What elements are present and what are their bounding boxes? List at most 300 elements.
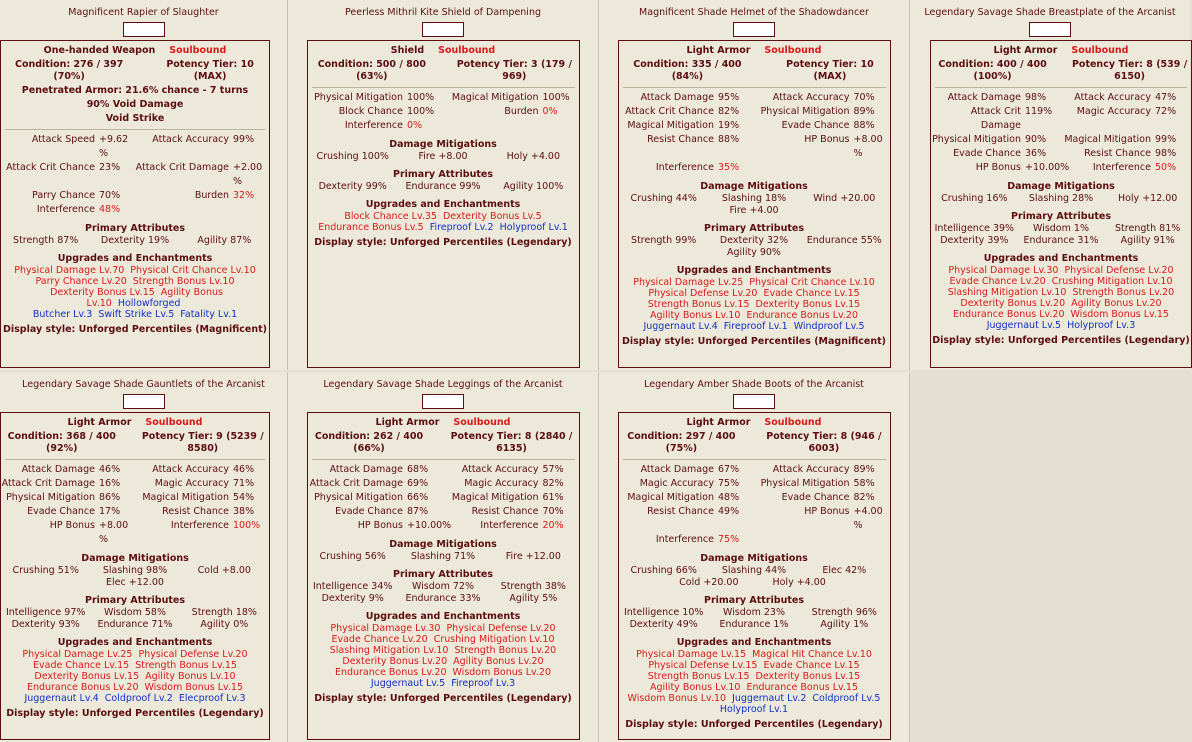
display-style: Display style: Unforged Percentiles (Magnificent) bbox=[621, 336, 886, 347]
stat-value: 82% bbox=[542, 478, 564, 489]
item-card bbox=[0, 40, 270, 368]
upgrade-line bbox=[931, 265, 1191, 276]
potency-text: Potency Tier: 10 (MAX) bbox=[786, 59, 874, 82]
stat-entry bbox=[1061, 91, 1191, 105]
attribute-value: 1% bbox=[773, 619, 789, 630]
upgrade-line bbox=[308, 656, 579, 667]
upgrades-list bbox=[308, 211, 579, 233]
attribute-value: 23% bbox=[763, 607, 786, 618]
upgrade-entry: Magical Hit Chance Lv.10 bbox=[752, 649, 872, 660]
upgrade-entry: Dexterity Bonus Lv.15 bbox=[755, 299, 861, 310]
item-name-input[interactable] bbox=[422, 22, 464, 37]
upgrade-line bbox=[308, 222, 579, 233]
item-cell bbox=[288, 0, 599, 370]
stat-value: 86% bbox=[99, 492, 121, 503]
item-type: Light Armor bbox=[375, 417, 440, 428]
mitigation-name: Cold bbox=[679, 577, 701, 588]
stat-entry bbox=[135, 463, 269, 477]
upgrade-entry: Holyproof Lv.1 bbox=[499, 222, 568, 233]
stat-name: Attack Speed bbox=[31, 134, 95, 145]
stat-value: +8.00 % bbox=[99, 520, 129, 545]
upgrades-list bbox=[619, 649, 890, 715]
mitigation-entry bbox=[1104, 193, 1191, 205]
attribute-name: Endurance bbox=[97, 619, 149, 630]
stat-entry bbox=[1, 491, 135, 505]
upgrade-line bbox=[619, 299, 890, 310]
attributes-grid bbox=[308, 181, 579, 193]
upgrade-entry: Endurance Bonus Lv.5 bbox=[318, 222, 424, 233]
attributes-heading: Primary Attributes bbox=[85, 223, 185, 234]
upgrade-entry: Juggernaut Lv.2 bbox=[732, 693, 807, 704]
upgrade-entry: Agility Bonus Lv.10 bbox=[650, 310, 741, 321]
stat-value: 98% bbox=[1025, 92, 1047, 103]
mitigation-entry bbox=[619, 565, 709, 577]
mitigation-value: 71% bbox=[454, 551, 476, 562]
stat-name: Magical Mitigation bbox=[142, 492, 229, 503]
mitigation-entry bbox=[308, 151, 398, 163]
separator bbox=[935, 87, 1187, 88]
stat-value: 46% bbox=[233, 464, 255, 475]
item-name-input[interactable] bbox=[422, 394, 464, 409]
stat-name: Physical Mitigation bbox=[314, 492, 403, 503]
stat-value: 35% bbox=[718, 162, 740, 173]
attribute-name: Endurance bbox=[806, 235, 858, 246]
attribute-name: Agility bbox=[509, 593, 540, 604]
upgrade-line bbox=[308, 678, 579, 689]
upgrade-entry: Dexterity Bonus Lv.15 bbox=[50, 287, 155, 298]
mitigation-value: +8.00 bbox=[221, 565, 251, 576]
stat-name: Attack Damage bbox=[329, 464, 403, 475]
stat-value: 70% bbox=[542, 506, 564, 517]
stat-name: Attack Accuracy bbox=[461, 464, 539, 475]
stat-entry bbox=[443, 491, 579, 505]
stat-entry bbox=[754, 91, 890, 105]
attribute-name: Dexterity bbox=[11, 619, 56, 630]
attribute-value: 55% bbox=[860, 235, 882, 246]
upgrade-entry: Fatality Lv.1 bbox=[180, 309, 238, 320]
upgrade-entry: Evade Chance Lv.15 bbox=[763, 288, 860, 299]
upgrade-entry: Agility Bonus Lv.20 bbox=[1071, 298, 1162, 309]
potency-text: Potency Tier: 10 (MAX) bbox=[166, 59, 254, 82]
mitigation-name: Holy bbox=[506, 151, 528, 162]
stat-entry bbox=[754, 105, 890, 119]
attribute-value: 1% bbox=[1073, 223, 1089, 234]
stat-entry bbox=[931, 147, 1061, 161]
stat-value: +10.00% bbox=[1025, 162, 1070, 173]
mitigation-entry bbox=[90, 577, 179, 589]
mitigation-value: 66% bbox=[675, 565, 697, 576]
attribute-value: 34% bbox=[371, 581, 393, 592]
attribute-value: 38% bbox=[544, 581, 566, 592]
attribute-value: 87% bbox=[230, 235, 252, 246]
attribute-value: 31% bbox=[1077, 235, 1099, 246]
item-header bbox=[1, 417, 269, 429]
item-name-input[interactable] bbox=[1029, 22, 1071, 37]
stat-name: Physical Mitigation bbox=[314, 92, 403, 103]
stat-entry bbox=[931, 105, 1061, 133]
potency-text: Potency Tier: 8 (2840 / 6135) bbox=[450, 431, 573, 454]
attribute-value: 96% bbox=[855, 607, 877, 618]
stat-name: Resist Chance bbox=[471, 506, 539, 517]
mitigation-entry bbox=[931, 193, 1018, 205]
attribute-entry bbox=[799, 607, 889, 619]
upgrade-entry: Dexterity Bonus Lv.20 bbox=[960, 298, 1066, 309]
upgrade-entry: Evade Chance Lv.20 bbox=[331, 634, 428, 645]
upgrade-entry: Physical Defense Lv.20 bbox=[138, 649, 248, 660]
mitigation-value: +12.00 bbox=[128, 577, 164, 588]
stat-name: Interference bbox=[655, 162, 714, 173]
stat-name: Attack Damage bbox=[640, 92, 714, 103]
mitigation-name: Fire bbox=[418, 151, 436, 162]
stat-entry bbox=[308, 519, 452, 533]
item-name-input[interactable] bbox=[123, 22, 165, 37]
item-title: Legendary Savage Shade Breastplate of the Arcanist bbox=[924, 7, 1176, 18]
upgrade-line bbox=[619, 649, 890, 660]
mitigations-grid bbox=[619, 565, 890, 589]
mitigation-value: +12.00 bbox=[525, 551, 561, 562]
stat-value: 100% bbox=[407, 92, 435, 103]
upgrade-entry: Endurance Bonus Lv.15 bbox=[746, 682, 858, 693]
stat-value: 75% bbox=[718, 534, 740, 545]
item-cell bbox=[599, 372, 910, 742]
soulbound-label: Soulbound bbox=[764, 45, 822, 56]
separator bbox=[312, 459, 575, 460]
stat-name: Interference bbox=[1092, 162, 1151, 173]
item-cell bbox=[599, 0, 910, 370]
condition-row bbox=[1, 431, 269, 455]
upgrade-entry: Physical Damage Lv.25 bbox=[633, 277, 744, 288]
stat-entry bbox=[754, 505, 890, 533]
stat-name: Evade Chance bbox=[27, 506, 95, 517]
stat-name: HP Bonus bbox=[804, 134, 850, 145]
upgrade-entry: Physical Defense Lv.15 bbox=[648, 660, 758, 671]
attribute-value: 33% bbox=[459, 593, 481, 604]
item-name-input[interactable] bbox=[123, 394, 165, 409]
stat-name: Evade Chance bbox=[335, 506, 403, 517]
upgrade-line bbox=[308, 634, 579, 645]
mitigation-value: +12.00 bbox=[1142, 193, 1178, 204]
item-title: Peerless Mithril Kite Shield of Dampening bbox=[344, 7, 541, 18]
soulbound-label: Soulbound bbox=[764, 417, 822, 428]
stat-entry bbox=[308, 505, 444, 519]
stat-entry bbox=[754, 477, 890, 491]
attribute-value: 100% bbox=[536, 181, 564, 192]
attribute-entry bbox=[398, 181, 488, 193]
soulbound-label: Soulbound bbox=[1071, 45, 1129, 56]
upgrade-line bbox=[1, 671, 269, 682]
mitigations-heading: Damage Mitigations bbox=[700, 553, 808, 564]
attribute-name: Dexterity bbox=[321, 593, 366, 604]
item-cell bbox=[0, 372, 288, 742]
stat-name: HP Bonus bbox=[357, 520, 403, 531]
stat-name: Parry Chance bbox=[32, 190, 95, 201]
stat-name: HP Bonus bbox=[804, 506, 850, 517]
mitigation-entry bbox=[398, 151, 488, 163]
stat-name: Block Chance bbox=[338, 106, 403, 117]
stat-name: Magic Accuracy bbox=[1076, 106, 1151, 117]
mitigation-name: Crushing bbox=[316, 151, 359, 162]
stat-name: Attack Crit Damage bbox=[1, 478, 95, 489]
stat-value: 89% bbox=[853, 464, 875, 475]
upgrade-entry: Juggernaut Lv.4 bbox=[24, 693, 99, 704]
stat-name: Magic Accuracy bbox=[639, 478, 714, 489]
mitigation-value: 18% bbox=[765, 193, 787, 204]
attribute-value: 39% bbox=[992, 223, 1015, 234]
upgrade-line bbox=[619, 321, 890, 332]
mitigation-value: 44% bbox=[675, 193, 697, 204]
stat-entry bbox=[619, 133, 755, 161]
condition-text: Condition: 400 / 400 (100%) bbox=[938, 59, 1047, 82]
stat-name: HP Bonus bbox=[975, 162, 1021, 173]
upgrade-entry: Swift Strike Lv.5 bbox=[98, 309, 175, 320]
stat-name: HP Bonus bbox=[49, 520, 95, 531]
mitigation-entry bbox=[709, 565, 799, 577]
soulbound-label: Soulbound bbox=[145, 417, 203, 428]
mitigation-name: Crushing bbox=[630, 565, 673, 576]
mitigation-value: 56% bbox=[364, 551, 386, 562]
attributes-heading: Primary Attributes bbox=[1011, 211, 1111, 222]
attribute-entry bbox=[308, 181, 398, 193]
condition-row bbox=[308, 431, 579, 455]
stat-value: 58% bbox=[853, 478, 875, 489]
mitigations-heading: Damage Mitigations bbox=[389, 539, 497, 550]
separator bbox=[5, 129, 265, 130]
stats-grid bbox=[619, 463, 890, 547]
stat-name: Attack Accuracy bbox=[152, 464, 229, 475]
stat-name: Physical Mitigation bbox=[760, 478, 850, 489]
mitigation-name: Fire bbox=[729, 205, 747, 216]
stat-value: 75% bbox=[718, 478, 740, 489]
stat-entry bbox=[308, 91, 444, 105]
upgrade-entry: Parry Chance Lv.20 bbox=[35, 276, 127, 287]
item-title: Magnificent Rapier of Slaughter bbox=[68, 7, 219, 18]
upgrades-heading: Upgrades and Enchantments bbox=[365, 199, 521, 210]
upgrade-entry: Strength Bonus Lv.15 bbox=[647, 671, 750, 682]
stat-name: Interference bbox=[655, 534, 714, 545]
attribute-name: Dexterity bbox=[318, 181, 363, 192]
upgrade-entry: Crushing Mitigation Lv.10 bbox=[433, 634, 555, 645]
upgrade-entry: Juggernaut Lv.4 bbox=[643, 321, 718, 332]
mitigation-value: +4.00 bbox=[530, 151, 560, 162]
stat-entry bbox=[1, 133, 135, 161]
stat-entry bbox=[443, 463, 579, 477]
attributes-grid bbox=[931, 223, 1191, 247]
item-title: Magnificent Shade Helmet of the Shadowdancer bbox=[639, 7, 869, 18]
upgrade-entry: Fireproof Lv.2 bbox=[429, 222, 494, 233]
stat-entry bbox=[931, 161, 1070, 175]
attribute-name: Dexterity bbox=[719, 235, 764, 246]
condition-text: Condition: 262 / 400 (66%) bbox=[314, 431, 424, 454]
stat-entry bbox=[619, 477, 755, 491]
attribute-entry bbox=[1018, 223, 1105, 235]
stat-name: Attack Accuracy bbox=[1074, 92, 1151, 103]
upgrade-entry: Agility Bonus Lv.10 bbox=[145, 671, 236, 682]
separator bbox=[312, 87, 575, 88]
mitigations-heading: Damage Mitigations bbox=[1007, 181, 1115, 192]
upgrade-line bbox=[1, 287, 269, 309]
upgrade-entry: Evade Chance Lv.20 bbox=[949, 276, 1046, 287]
stats-grid bbox=[308, 463, 579, 533]
potency-text: Potency Tier: 8 (946 / 6003) bbox=[766, 431, 882, 454]
stat-entry bbox=[135, 519, 269, 547]
stat-value: 16% bbox=[99, 478, 121, 489]
stat-entry bbox=[1061, 133, 1191, 147]
attribute-entry bbox=[90, 607, 179, 619]
attributes-grid bbox=[619, 235, 890, 259]
attribute-entry bbox=[799, 235, 889, 247]
attribute-name: Agility bbox=[727, 247, 757, 258]
item-card bbox=[618, 40, 891, 368]
upgrade-entry: Windproof Lv.5 bbox=[793, 321, 865, 332]
stat-entry bbox=[308, 477, 444, 491]
stat-entry bbox=[1, 189, 135, 203]
attribute-value: 99% bbox=[459, 181, 481, 192]
mitigation-name: Crushing bbox=[319, 551, 362, 562]
stat-value: 70% bbox=[99, 190, 121, 201]
mitigation-entry bbox=[398, 551, 488, 563]
attribute-name: Endurance bbox=[405, 593, 457, 604]
stat-entry bbox=[931, 91, 1061, 105]
stat-value: 49% bbox=[718, 506, 740, 517]
item-header bbox=[619, 45, 890, 57]
upgrade-line bbox=[619, 682, 890, 693]
stats-grid bbox=[308, 91, 579, 133]
attribute-entry bbox=[488, 593, 578, 605]
stat-value: 48% bbox=[99, 204, 121, 215]
stat-entry bbox=[1, 477, 135, 491]
soulbound-label: Soulbound bbox=[453, 417, 511, 428]
upgrade-entry: Endurance Bonus Lv.20 bbox=[334, 667, 447, 678]
upgrade-line bbox=[931, 298, 1191, 309]
item-name-input[interactable] bbox=[733, 394, 775, 409]
attribute-value: 18% bbox=[235, 607, 257, 618]
mitigation-entry bbox=[619, 193, 709, 205]
mitigation-entry bbox=[709, 193, 799, 205]
mitigation-entry bbox=[799, 193, 889, 205]
upgrade-entry: Endurance Bonus Lv.20 bbox=[746, 310, 858, 321]
attribute-entry bbox=[619, 619, 709, 631]
stat-entry bbox=[443, 477, 579, 491]
stat-value: 50% bbox=[1155, 162, 1177, 173]
stats-grid bbox=[1, 133, 269, 217]
upgrade-line bbox=[931, 320, 1191, 331]
stat-entry bbox=[443, 105, 579, 119]
stat-entry bbox=[619, 161, 755, 175]
mitigation-name: Fire bbox=[505, 551, 523, 562]
mitigation-value: 42% bbox=[845, 565, 867, 576]
upgrade-entry: Physical Crit Chance Lv.10 bbox=[749, 277, 875, 288]
stat-entry bbox=[443, 519, 579, 533]
attribute-name: Intelligence bbox=[5, 607, 62, 618]
stat-entry bbox=[308, 105, 444, 119]
item-type: Light Armor bbox=[686, 45, 751, 56]
mitigation-name: Crushing bbox=[630, 193, 673, 204]
attribute-name: Dexterity bbox=[100, 235, 145, 246]
upgrade-line bbox=[1, 660, 269, 671]
mitigation-name: Crushing bbox=[941, 193, 984, 204]
attribute-entry bbox=[709, 619, 799, 631]
condition-row bbox=[931, 59, 1191, 83]
upgrades-list bbox=[308, 623, 579, 689]
stat-name: Attack Accuracy bbox=[152, 134, 229, 145]
attribute-value: 39% bbox=[987, 235, 1009, 246]
mitigations-grid bbox=[1, 565, 269, 589]
stat-value: 32% bbox=[233, 190, 255, 201]
potency-text: Potency Tier: 8 (539 / 6150) bbox=[1071, 59, 1188, 82]
stat-entry bbox=[619, 533, 755, 547]
stat-value: 82% bbox=[718, 106, 740, 117]
mitigation-name: Holy bbox=[1117, 193, 1140, 204]
mitigations-grid bbox=[619, 193, 890, 217]
stat-value: +8.00 % bbox=[853, 134, 883, 159]
attribute-entry bbox=[709, 607, 799, 619]
stat-value: 57% bbox=[542, 464, 564, 475]
attributes-heading: Primary Attributes bbox=[393, 169, 493, 180]
stat-value: 90% bbox=[1025, 134, 1047, 145]
potency-text: Potency Tier: 3 (179 / 969) bbox=[456, 59, 572, 82]
stat-entry bbox=[443, 91, 579, 105]
mitigation-name: Elec bbox=[822, 565, 843, 576]
mitigation-value: +4.00 bbox=[796, 577, 826, 588]
upgrade-line bbox=[931, 276, 1191, 287]
stat-name: Attack Accuracy bbox=[772, 464, 850, 475]
stat-entry bbox=[931, 133, 1061, 147]
mitigation-value: 16% bbox=[986, 193, 1008, 204]
stat-name: Attack Crit Damage bbox=[135, 162, 229, 173]
item-cell bbox=[910, 0, 1190, 370]
stat-value: 71% bbox=[233, 478, 255, 489]
item-name-input[interactable] bbox=[733, 22, 775, 37]
upgrade-entry: Endurance Bonus Lv.20 bbox=[952, 309, 1065, 320]
stat-value: 61% bbox=[542, 492, 564, 503]
stat-name: Attack Crit Chance bbox=[6, 162, 95, 173]
stat-entry bbox=[308, 463, 444, 477]
upgrades-list bbox=[931, 265, 1191, 331]
stat-entry bbox=[754, 463, 890, 477]
item-title: Legendary Savage Shade Leggings of the Arcanist bbox=[323, 379, 563, 390]
upgrade-entry: Physical Damage Lv.70 bbox=[14, 265, 125, 276]
stat-entry bbox=[619, 119, 755, 133]
upgrade-entry: Coldproof Lv.5 bbox=[812, 693, 881, 704]
upgrade-line bbox=[1, 649, 269, 660]
upgrade-entry: Slashing Mitigation Lv.10 bbox=[329, 645, 449, 656]
attribute-name: Wisdom bbox=[411, 581, 450, 592]
stat-value: +10.00% bbox=[407, 520, 452, 531]
upgrade-line bbox=[1, 693, 269, 704]
attribute-name: Wisdom bbox=[103, 607, 142, 618]
item-type: One-handed Weapon bbox=[43, 45, 156, 56]
stat-name: Resist Chance bbox=[647, 506, 714, 517]
mitigations-heading: Damage Mitigations bbox=[389, 139, 497, 150]
item-header bbox=[1, 45, 269, 57]
attribute-entry bbox=[1018, 235, 1105, 247]
attribute-name: Dexterity bbox=[940, 235, 985, 246]
attribute-entry bbox=[180, 619, 269, 631]
attribute-value: 32% bbox=[766, 235, 789, 246]
upgrades-heading: Upgrades and Enchantments bbox=[57, 637, 213, 648]
attribute-value: 9% bbox=[368, 593, 384, 604]
attribute-name: Strength bbox=[811, 607, 853, 618]
upgrade-line bbox=[308, 645, 579, 656]
soulbound-label: Soulbound bbox=[438, 45, 496, 56]
condition-row bbox=[308, 59, 579, 83]
mitigation-entry bbox=[1018, 193, 1105, 205]
stat-name: Attack Damage bbox=[21, 464, 95, 475]
attribute-value: 93% bbox=[58, 619, 80, 630]
mitigations-grid bbox=[308, 151, 579, 163]
upgrade-entry: Agility Bonus Lv.20 bbox=[453, 656, 544, 667]
stat-value: 100% bbox=[233, 520, 261, 531]
